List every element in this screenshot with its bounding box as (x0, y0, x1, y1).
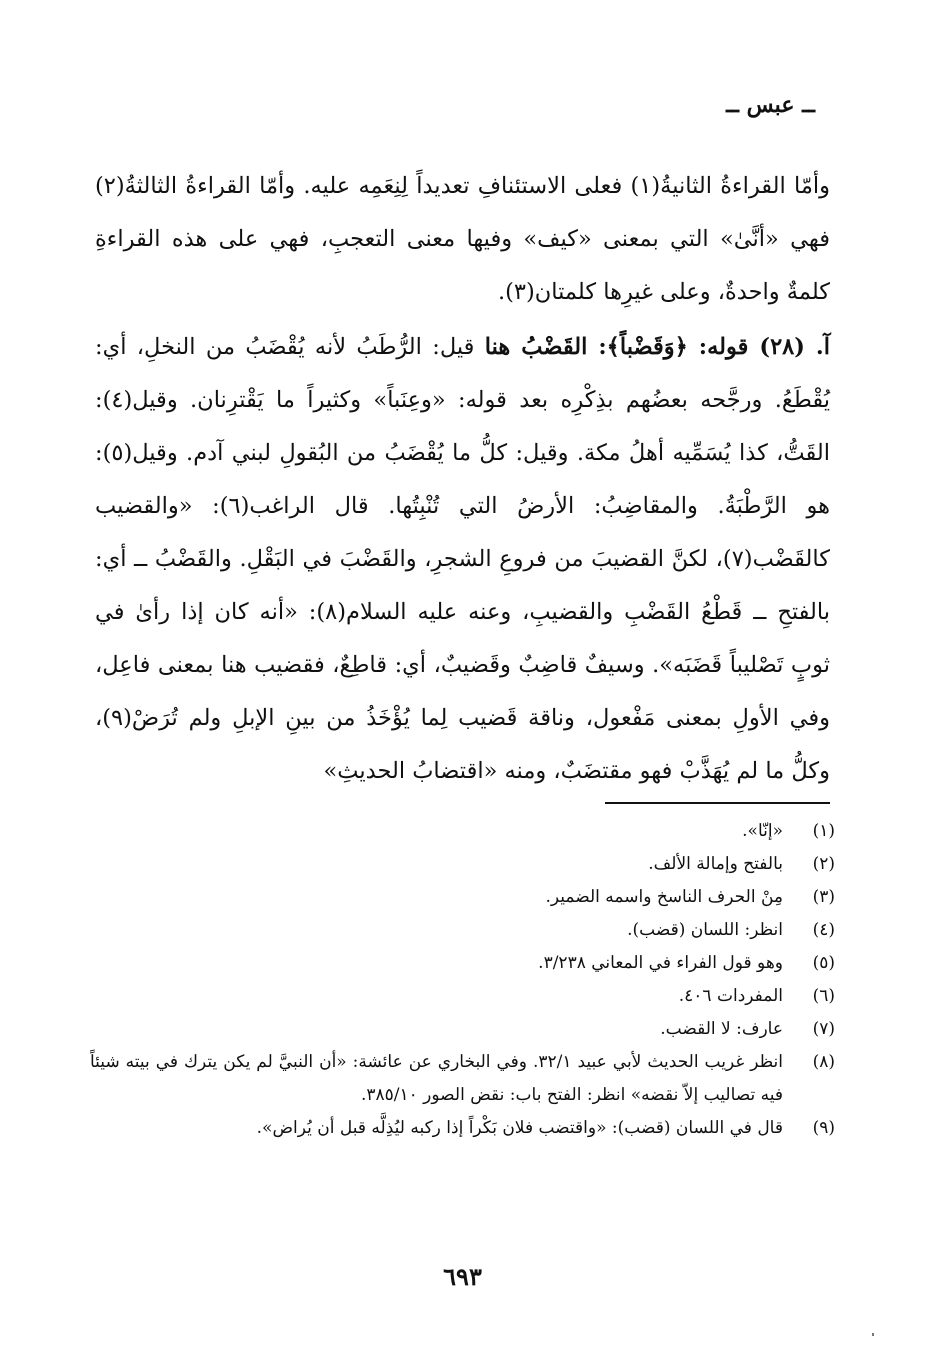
paragraph-2-body: قيل: الرُّطَبُ لأنه يُقْضَبُ من النخلِ، أي: يُقْطَعُ. ورجَّحه بعضُهم بذِكْرِه بعد قوله: «وعِنَباً» وكثيراً ما يَقْترِنان. وقيل(٤): القَتُّ، كذا يُسَمِّيه أهلُ مكة. وقيل: كلُّ ما يُقْضَبُ من البُقولِ لبني آدم. وقيل(٥): هو الرَّطْبَةُ. والمقاضِبُ: الأرضُ التي تُنْبِتُها. قال الراغب(٦): «والقضيب كالقَضْب(٧)، لكنَّ القضيبَ من فروعِ الشجرِ، والقَضْبَ في البَقْلِ. والقَضْبُ ــ أي: بالفتحِ ــ قَطْعُ القَضْبِ والقضيبِ، وعنه عليه السلام(٨): «أنه كان إذا رأىٰ في ثوبٍ تَصْليباً قَضَبَه». وسيفٌ قاضِبٌ وقَضيبٌ، أي: قاطِعٌ، فقضيب هنا بمعنى فاعِل، وفي الأولِ بمعنى مَفْعول، وناقة قَضيب لِما يُؤْخَذُ من بينِ الإبلِ ولم تُرَضْ(٩)، وكلُّ ما لم يُهَذَّبْ فهو مقتضَبٌ، ومنه «اقتضابُ الحديثِ» (95, 334, 830, 784)
footnote-number: (٦) (812, 986, 835, 1006)
footnote-8 (90, 1046, 835, 1112)
footnote-9 (90, 1112, 835, 1145)
footnote-text: المفردات ٤٠٦. (678, 986, 783, 1006)
footnote-text: عارف: لا القضب. (660, 1019, 783, 1039)
paragraph-2 (95, 321, 830, 798)
verse-lemma: آ. (٢٨) قوله: ﴿وَقَضْباً﴾: القَضْبُ هنا (484, 334, 830, 360)
footnote-number: (٧) (812, 1019, 835, 1039)
footnote-text: انظر غريب الحديث لأبي عبيد ٣٢/١. وفي البخاري عن عائشة: «أن النبيَّ لم يكن يترك في بيته شيئاً فيه تصاليب إلاّ نقضه» انظر: الفتح باب: نقض الصور ٣٨٥/١٠. (90, 1052, 784, 1105)
footnote-number: (٥) (812, 953, 835, 973)
footnote-number: (١) (812, 821, 835, 841)
footnote-3 (90, 881, 835, 914)
footnote-7 (90, 1013, 835, 1046)
page-number: ٦٩٣ (443, 1262, 482, 1291)
footnote-4 (90, 914, 835, 947)
footnote-number: (٣) (812, 887, 835, 907)
paragraph-1: وأمّا القراءةُ الثانيةُ(١) فعلى الاستئنافِ تعديداً لِنِعَمِه عليه. وأمّا القراءةُ الثالثةُ(٢) فهي «أنَّىٰ» التي بمعنى «كيف» وفيها معنى التعجبِ، فهي على هذه القراءةِ كلمةٌ واحدةٌ، وعلى غيرِها كلمتان(٣). (95, 173, 831, 305)
footnote-text: وهو قول الفراء في المعاني ٣/٢٣٨. (538, 953, 783, 973)
footnote-number: (٢) (812, 854, 835, 874)
footnote-text: مِنْ الحرف الناسخ واسمه الضمير. (545, 887, 783, 907)
footnote-separator (605, 802, 830, 804)
footnote-text: «إنّا». (742, 821, 783, 841)
footnote-number: (٤) (812, 920, 835, 940)
footnote-text: قال في اللسان (قضب): «واقتضب فلان بَكْراً إذا ركبه ليُذِلَّه قبل أن يُراض». (256, 1118, 783, 1138)
footnotes-list (90, 815, 835, 1145)
footnote-2 (90, 848, 835, 881)
footnote-text: انظر: اللسان (قضب). (627, 920, 783, 940)
footnote-5 (90, 947, 835, 980)
footnote-text: بالفتح وإمالة الألف. (648, 854, 783, 874)
main-text (95, 160, 830, 798)
footnote-number: (٩) (812, 1118, 835, 1138)
footnote-number: (٨) (812, 1052, 835, 1072)
running-header: ــ عبس ــ (726, 92, 815, 118)
scan-speck (872, 1333, 874, 1336)
footnote-6 (90, 980, 835, 1013)
footnote-1 (90, 815, 835, 848)
